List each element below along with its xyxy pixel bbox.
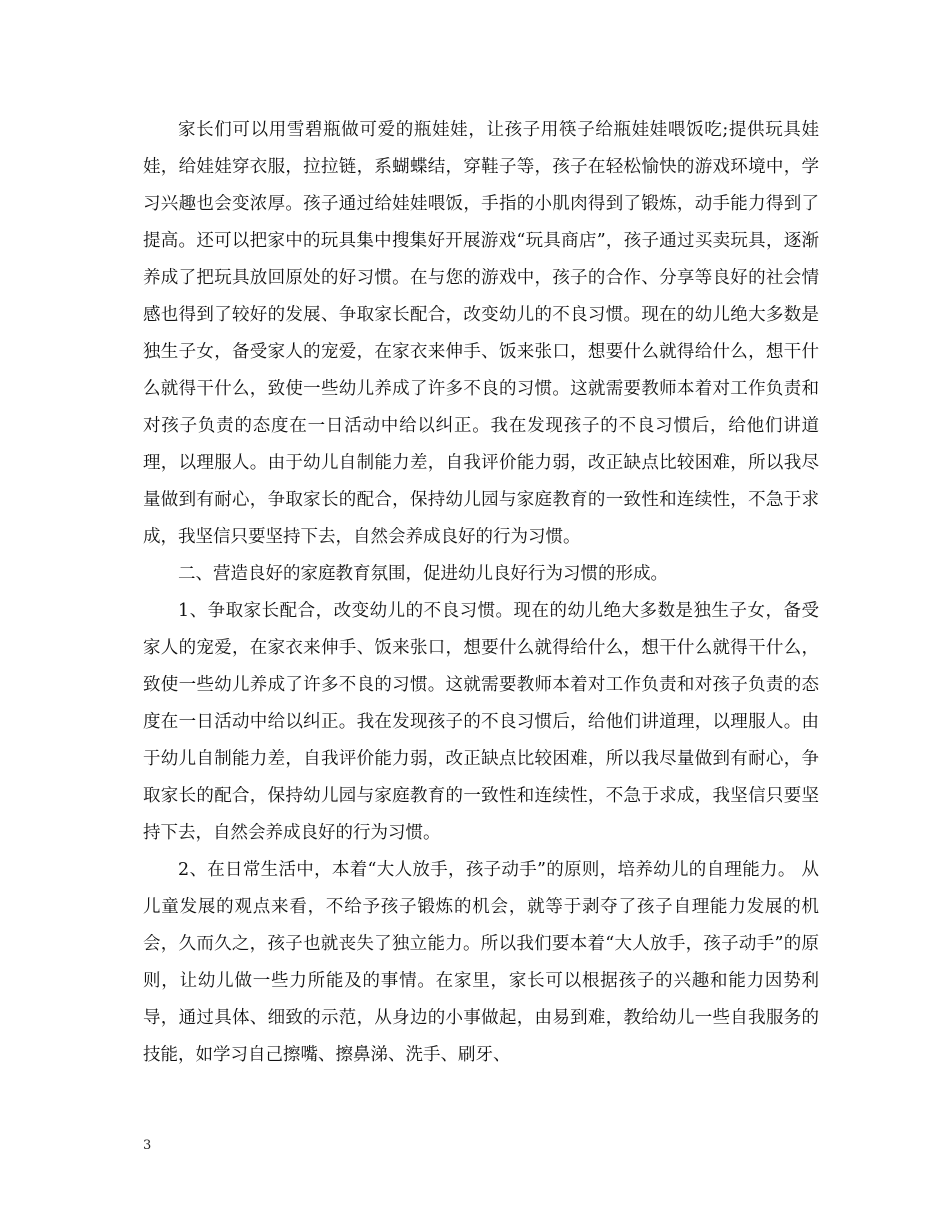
paragraph-3: 1、争取家长配合，改变幼儿的不良习惯。现在的幼儿绝大多数是独生子女，备受家人的宠爱，在家衣来伸手、饭来张口，想要什么就得给什么，想干什么就得干什么，致使一些幼儿养成了许多不良的习惯。这就需要教师本着对工作负责和对孩子负责的态度在一日活动中给以纠正。我在发现孩子的不良习惯后，给他们讲道理，以理服人。由于幼儿自制能力差，自我评价能力弱，改正缺点比较困难，所以我尽量做到有耐心，争取家长的配合，保持幼儿园与家庭教育的一致性和连续性，不急于求成，我坚信只要坚持下去，自然会养成良好的行为习惯。 (143, 601, 819, 843)
document-body (143, 112, 819, 1074)
paragraph-1: 家长们可以用雪碧瓶做可爱的瓶娃娃，让孩子用筷子给瓶娃娃喂饭吃;提供玩具娃娃，给娃娃穿衣服，拉拉链，系蝴蝶结，穿鞋子等，孩子在轻松愉快的游戏环境中，学习兴趣也会变浓厚。孩子通过给娃娃喂饭，手指的小肌肉得到了锻炼，动手能力得到了提高。还可以把家中的玩具集中搜集好开展游戏“玩具商店”，孩子通过买卖玩具，逐渐养成了把玩具放回原处的好习惯。在与您的游戏中，孩子的合作、分享等良好的社会情感也得到了较好的发展、争取家长配合，改变幼儿的不良习惯。现在的幼儿绝大多数是独生子女，备受家人的宠爱，在家衣来伸手、饭来张口，想要什么就得给什么，想干什么就得干什么，致使一些幼儿养成了许多不良的习惯。这就需要教师本着对工作负责和对孩子负责的态度在一日活动中给以纠正。我在发现孩子的不良习惯后，给他们讲道理，以理服人。由于幼儿自制能力差，自我评价能力弱，改正缺点比较困难，所以我尽量做到有耐心，争取家长的配合，保持幼儿园与家庭教育的一致性和连续性，不急于求成，我坚信只要坚持下去，自然会养成良好的行为习惯。 (143, 120, 819, 547)
page-number: 3 (143, 1138, 152, 1153)
paragraph-4: 2、在日常生活中，本着“大人放手，孩子动手”的原则，培养幼儿的自理能力。 从儿童发展的观点来看，不给予孩子锻炼的机会，就等于剥夺了孩子自理能力发展的机会，久而久之，孩子也就丧失了独立能力。所以我们要本着“大人放手，孩子动手”的原则，让幼儿做一些力所能及的事情。在家里，家长可以根据孩子的兴趣和能力因势利导，通过具体、细致的示范，从身边的小事做起，由易到难，教给幼儿一些自我服务的技能，如学习自己擦嘴、擦鼻涕、洗手、刷牙、 (143, 860, 819, 1065)
paragraph-2: 二、营造良好的家庭教育氛围，促进幼儿良好行为习惯的形成。 (178, 564, 668, 584)
